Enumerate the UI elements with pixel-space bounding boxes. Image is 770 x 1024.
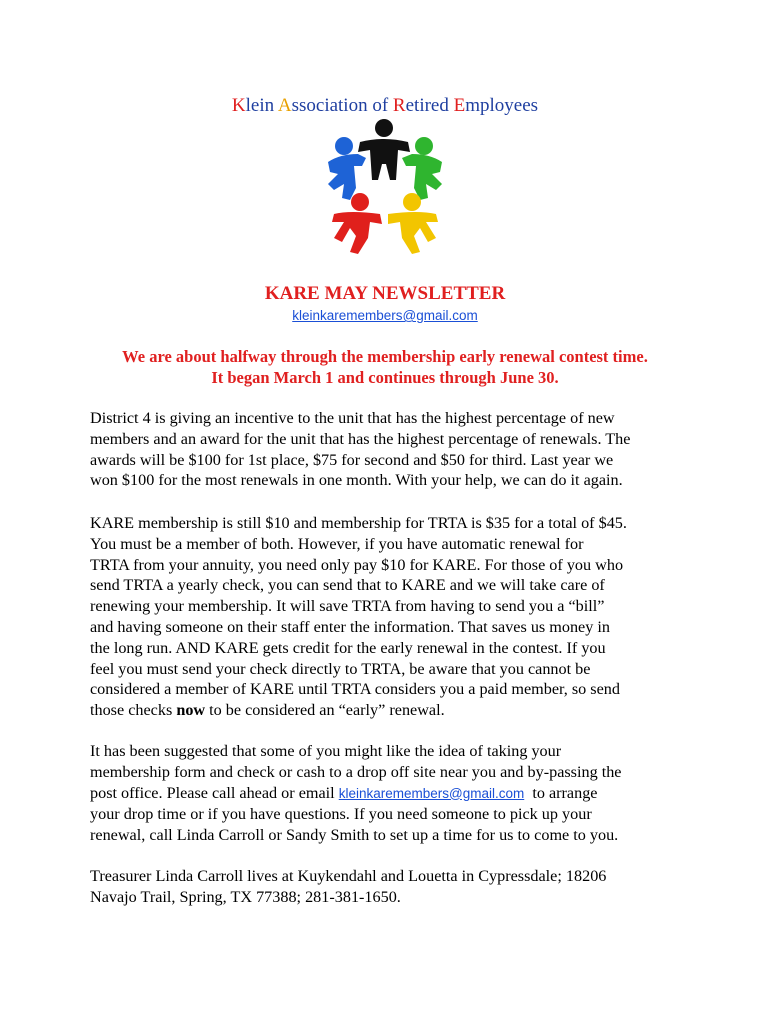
newsletter-title: KARE MAY NEWSLETTER [264,283,506,304]
paragraph-membership-dues [90,513,690,721]
text-line: members and an award for the unit that has the highest percentage of renewals. The [90,429,631,448]
people-circle-logo-icon [320,118,450,256]
org-name-part: R [392,95,406,116]
text-line: KARE membership is still $10 and membership for TRTA is $35 for a total of $45. [90,514,627,532]
text-line: and having someone on their staff enter the information. That saves us money in [90,617,610,636]
org-name-part: mployees [465,95,539,116]
text-line: your drop time or if you have questions. If you need someone to pick up your [90,805,592,824]
email-link[interactable]: kleinkaremembers@gmail.com [292,308,478,323]
org-name-part: E [453,95,466,116]
org-name-part: lein [245,95,278,116]
text-line: the long run. AND KARE gets credit for the early renewal in the contest. If you [90,638,606,657]
text-line: renewing your membership. It will save TRTA from having to send you a “bill” [90,597,605,616]
text-line: membership form and check or cash to a drop off site near you and by-passing the [90,762,622,781]
org-name-part: K [231,95,246,116]
text-line: District 4 is giving an incentive to the unit that has the highest percentage of new [90,409,615,427]
emphasis-now: now [176,701,206,720]
black-person-figure [358,119,410,180]
organization-name [0,95,770,117]
org-name-part: ssociation of [291,95,393,116]
text-line: It has been suggested that some of you might like the idea of taking your [90,742,562,760]
text-span: those checks [90,701,177,720]
org-name-part: A [277,95,292,116]
inline-email-link[interactable]: kleinkaremembers@gmail.com [338,785,525,801]
paragraph-drop-off [90,741,690,846]
red-person-figure [332,193,382,254]
paragraph-district-incentive [90,408,690,491]
contest-line: It began March 1 and continues through June 30. [211,368,559,387]
paragraph-treasurer-address [90,866,690,908]
text-line [90,700,690,721]
text-line: You must be a member of both. However, if you have automatic renewal for [90,534,584,553]
org-name-part: etired [405,95,454,116]
text-span: post office. Please call ahead or email [90,783,339,802]
yellow-person-figure [388,193,438,254]
text-line: won $100 for the most renewals in one month. With your help, we can do it again. [90,471,623,490]
text-line: Treasurer Linda Carroll lives at Kuykendahl and Louetta in Cypressdale; 18206 [90,867,607,885]
text-line: considered a member of KARE until TRTA considers you a paid member, so send [90,680,620,699]
text-span: to be considered an “early” renewal. [205,701,445,720]
text-line: awards will be $100 for 1st place, $75 for second and $50 for third. Last year we [90,450,614,469]
text-line: TRTA from your annuity, you need only pay $10 for KARE. For those of you who [90,555,624,574]
text-line: renewal, call Linda Carroll or Sandy Smith to set up a time for us to come to you. [90,826,619,845]
contest-announcement [0,346,770,388]
text-line: feel you must send your check directly to TRTA, be aware that you cannot be [90,659,591,678]
text-line: send TRTA a yearly check, you can send that to KARE and we will take care of [90,576,605,595]
text-span: to arrange [524,783,598,802]
text-line [90,783,690,805]
contest-line: We are about halfway through the membership early renewal contest time. [122,347,648,366]
text-line: Navajo Trail, Spring, TX 77388; 281-381-1650. [90,887,401,906]
